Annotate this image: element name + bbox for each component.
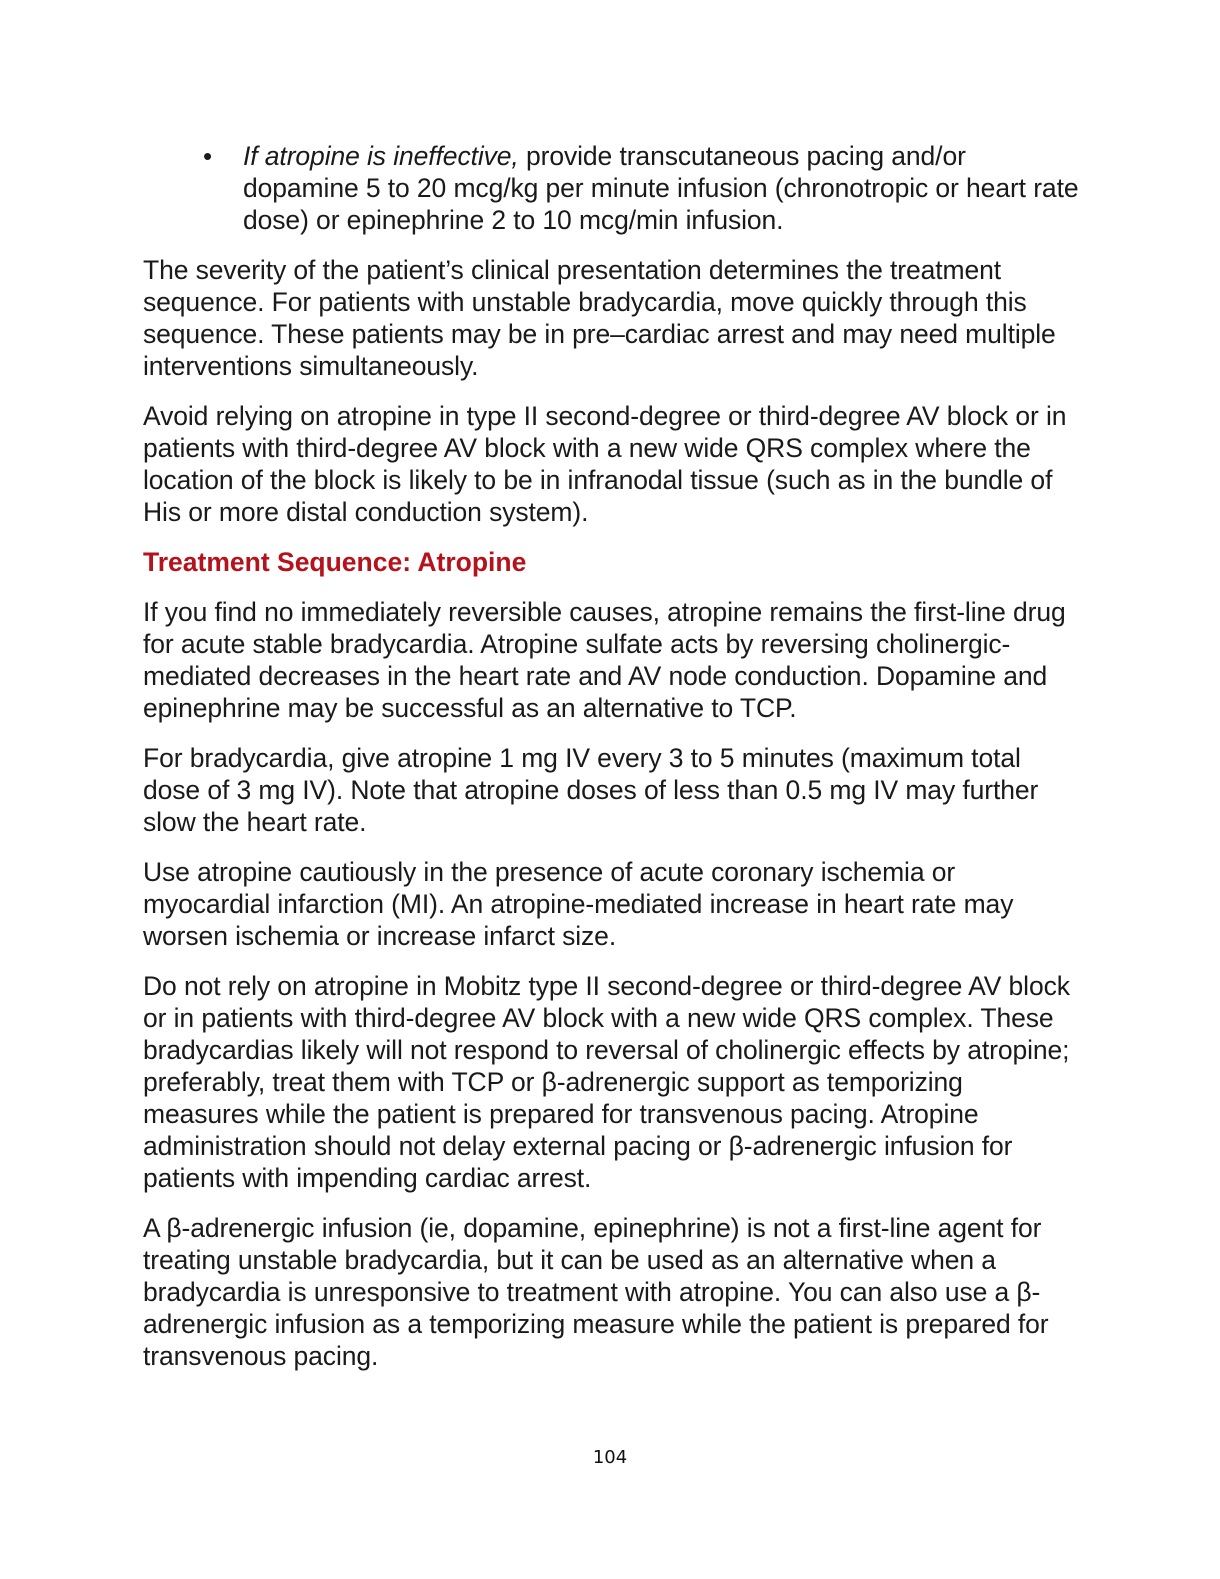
- bullet-lead: If atropine is ineffective,: [243, 141, 519, 171]
- paragraph-severity: The severity of the patient’s clinical presentation determines the treatment sequence. For patients with unstable bradycardia, move quickly through this sequence. These patients may be in pre–cardiac arrest and may need multiple interventions simultaneously.: [143, 255, 1056, 381]
- paragraph-avoid-atropine: Avoid relying on atropine in type II second-degree or third-degree AV block or in patients with third-degree AV block with a new wide QRS complex where the location of the block is likely to be in infranodal tissue (such as in the bundle of His or more distal conduction system).: [143, 401, 1067, 527]
- bullet-icon: •: [203, 141, 213, 171]
- paragraph-first-line: If you find no immediately reversible causes, atropine remains the first-line drug for acute stable bradycardia. Atropine sulfate acts by reversing cholinergic-mediated decreases in the heart rate and AV node conduction. Dopamine and epinephrine may be successful as an alternative to TCP.: [143, 597, 1066, 723]
- page-number: 104: [592, 1447, 628, 1468]
- paragraph-caution: Use atropine cautiously in the presence of acute coronary ischemia or myocardial infarction (MI). An atropine-mediated increase in heart rate may worsen ischemia or increase infarct size.: [143, 857, 1014, 951]
- bullet-item: [143, 140, 1083, 236]
- paragraph-mobitz: Do not rely on atropine in Mobitz type II second-degree or third-degree AV block or in patients with third-degree AV block with a new wide QRS complex. These bradycardias likely will not respond to reversal of cholinergic effects by atropine; preferably, treat them with TCP or β-adrenergic support as temporizing measures while the patient is prepared for transvenous pacing. Atropine administration should not delay external pacing or β-adrenergic infusion for patients with impending cardiac arrest.: [143, 971, 1070, 1193]
- bullet-text: [243, 140, 1083, 236]
- paragraph-dosing: For bradycardia, give atropine 1 mg IV every 3 to 5 minutes (maximum total dose of 3 mg IV). Note that atropine doses of less than 0.5 mg IV may further slow the heart rate.: [143, 743, 1039, 837]
- document-page: [143, 140, 1083, 1390]
- bullet-rest: provide transcutaneous pacing and/or dopamine 5 to 20 mcg/kg per minute infusion (chronotropic or heart rate dose) or epinephrine 2 to 10 mcg/min infusion.: [243, 141, 1079, 235]
- section-heading: Treatment Sequence: Atropine: [143, 547, 527, 577]
- paragraph-beta-adrenergic: A β-adrenergic infusion (ie, dopamine, epinephrine) is not a first-line agent for treating unstable bradycardia, but it can be used as an alternative when a bradycardia is unresponsive to treatment with atropine. You can also use a β-adrenergic infusion as a temporizing measure while the patient is prepared for transvenous pacing.: [143, 1213, 1049, 1371]
